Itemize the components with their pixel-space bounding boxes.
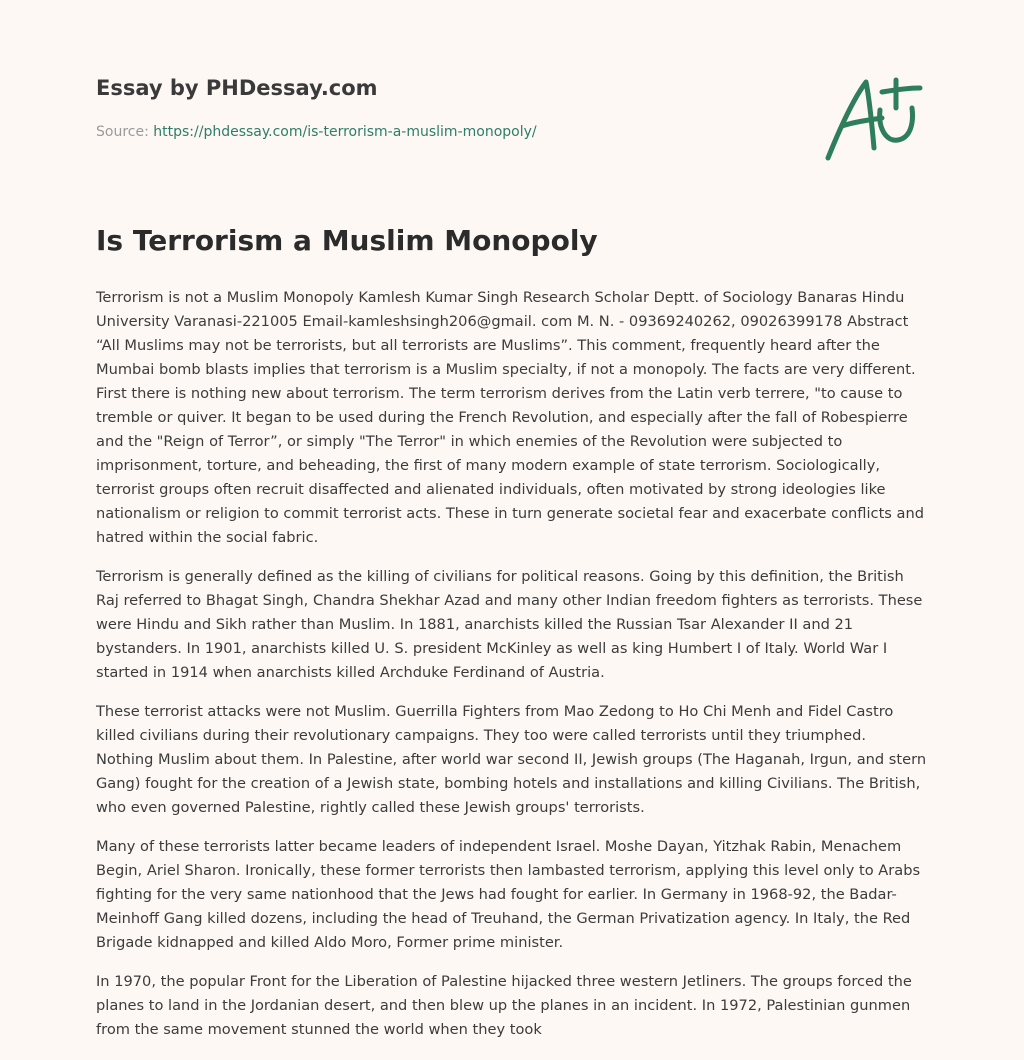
source-label: Source: bbox=[96, 124, 154, 140]
essay-paragraph: These terrorist attacks were not Muslim. Guerrilla Fighters from Mao Zedong to Ho Chi Menh and Fidel Castro killed civilians during their revolutionary campaigns. They too were called terrorists until they triumphed. Nothing Muslim about them. In Palestine, after world war second II, Jewish groups (The Haganah, Irgun, and stern Gang) fought for the creation of a Jewish state, bombing hotels and installations and killing Civilians. The British, who even governed Palestine, rightly called these Jewish groups' terrorists. bbox=[96, 703, 927, 816]
essay-paragraph: Terrorism is not a Muslim Monopoly Kamlesh Kumar Singh Research Scholar Deptt. of Sociology Banaras Hindu University Varanasi-221005 Email-kamleshsingh206@gmail. com M. N. - 09369240262, 09026399178 Abstract “All Muslims may not be terrorists, but all terrorists are Muslims”. This comment, frequently heard after the Mumbai bomb blasts implies that terrorism is a Muslim specialty, if not a monopoly. The facts are very different. First there is nothing new about terrorism. The term terrorism derives from the Latin verb terrere, "to cause to tremble or quiver. It began to be used during the French Revolution, and especially after the fall of Robespierre and the "Reign of Terror”, or simply "The Terror" in which enemies of the Revolution were subjected to imprisonment, torture, and beheading, the first of many modern example of state terrorism. Sociologically, terrorist groups often recruit disaffected and alienated individuals, often motivated by strong ideologies like nationalism or religion to commit terrorist acts. These in turn generate societal fear and exacerbate conflicts and hatred within the social fabric. bbox=[96, 289, 925, 546]
essay-title: Is Terrorism a Muslim Monopoly bbox=[96, 224, 598, 257]
a-plus-logo-icon bbox=[820, 68, 930, 164]
essay-paragraph: In 1970, the popular Front for the Liberation of Palestine hijacked three western Jetliners. The groups forced the planes to land in the Jordanian desert, and then blew up the planes in an incident. In 1972, Palestinian gunmen from the same movement stunned the world when they took bbox=[96, 973, 912, 1038]
source-line bbox=[96, 124, 537, 140]
site-brand: Essay by PHDessay.com bbox=[96, 76, 378, 100]
essay-body bbox=[96, 286, 928, 1057]
essay-paragraph: Many of these terrorists latter became leaders of independent Israel. Moshe Dayan, Yitzhak Rabin, Menachem Begin, Ariel Sharon. Ironically, these former terrorists then lambasted terrorism, applying this level only to Arabs fighting for the very same nationhood that the Jews had fought for earlier. In Germany in 1968-92, the Badar-Meinhoff Gang killed dozens, including the head of Treuhand, the German Privatization agency. In Italy, the Red Brigade kidnapped and killed Aldo Moro, Former prime minister. bbox=[96, 838, 921, 951]
essay-paragraph: Terrorism is generally defined as the killing of civilians for political reasons. Going by this definition, the British Raj referred to Bhagat Singh, Chandra Shekhar Azad and many other Indian freedom fighters as terrorists. These were Hindu and Sikh rather than Muslim. In 1881, anarchists killed the Russian Tsar Alexander II and 21 bystanders. In 1901, anarchists killed U. S. president McKinley as well as king Humbert I of Italy. World War I started in 1914 when anarchists killed Archduke Ferdinand of Austria. bbox=[96, 568, 923, 681]
source-link[interactable]: https://phdessay.com/is-terrorism-a-muslim-monopoly/ bbox=[153, 124, 537, 140]
